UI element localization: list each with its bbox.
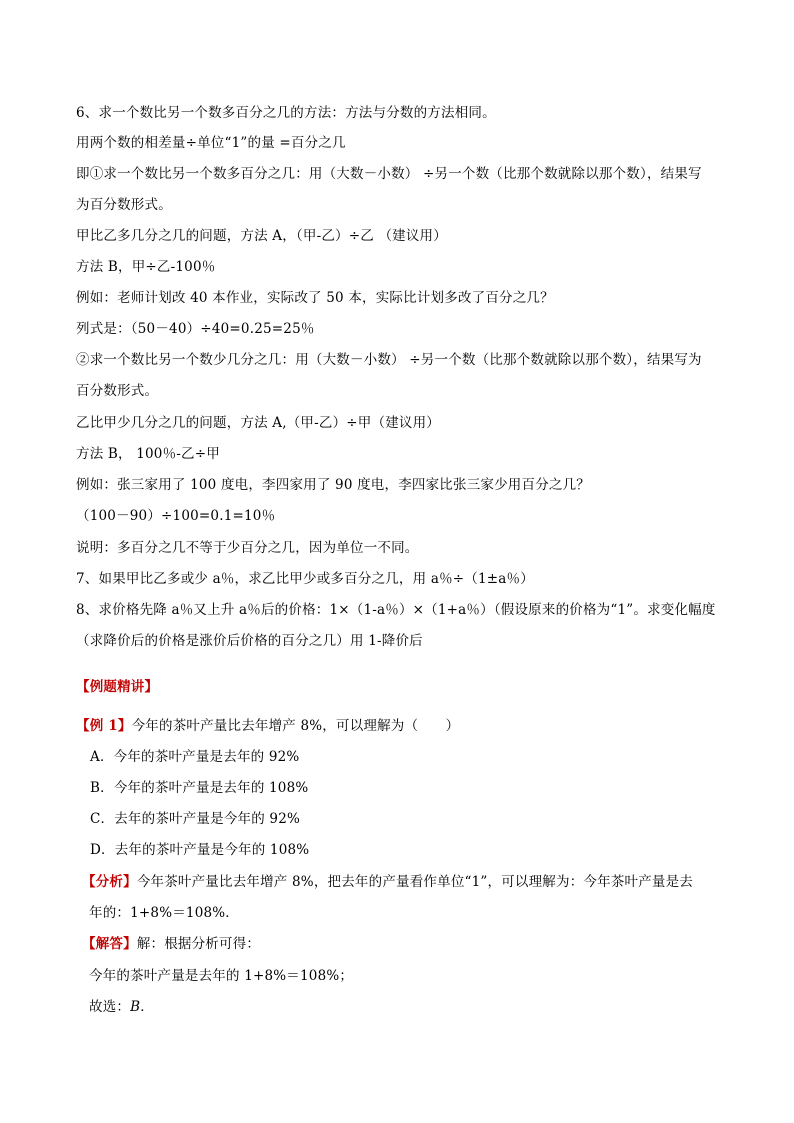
example1-analysis-text1: 今年茶叶产量比去年增产 8%，把去年的产量看作单位“1”，可以理解为：今年茶叶产量是去 [136,874,694,890]
section6-line14: （100－90）÷100=0.1=10％ [76,508,276,524]
section6-line1: 6、求一个数比另一个数多百分之几的方法：方法与分数的方法相同。 [76,105,496,121]
section6-line11: 乙比甲少几分之几的问题，方法 A,（甲-乙）÷甲（建议用） [76,415,441,431]
example1-answer-tag: 【解答】 [82,936,137,952]
section6-line8: 列式是：（50－40）÷40=0.25=25％ [76,321,315,337]
example1-tag: 【例 1】 [76,718,132,734]
example1-answer-suffix: ． [140,999,154,1015]
section8-line1: 8、求价格先降 a％又上升 a％后的价格：1×（1-a％）×（1+a％）（假设原来的价格为“1”。求变化幅度 [76,602,716,618]
section6-line12: 方法 B， 100％-乙÷甲 [76,446,220,462]
section6-line6: 方法 B，甲÷乙-100％ [76,259,216,275]
example1-analysis-line1 [82,872,693,892]
example1-answer-text1: 解：根据分析可得： [136,936,261,952]
examples-heading [76,677,158,697]
example1-question-line [76,716,459,736]
section6-line4: 为百分数形式。 [76,197,172,213]
section6-line2: 用两个数的相差量÷单位“1”的量 =百分之几 [76,135,346,151]
example1-answer-choice: B [130,999,141,1015]
example1-answer-prefix: 故选： [89,999,131,1015]
section6-line7: 例如：老师计划改 40 本作业，实际改了 50 本，实际比计划多改了百分之几？ [76,290,554,306]
section7-line1: 7、如果甲比乙多或少 a％，求乙比甲少或多百分之几，用 a％÷（1±a％） [76,571,534,587]
section6-line15: 说明：多百分之几不等于少百分之几，因为单位一不同。 [76,540,419,556]
section8-line2: （求降价后的价格是涨价后价格的百分之几）用 1-降价后 [76,633,423,649]
section6-line5: 甲比乙多几分之几的问题，方法 A，（甲-乙）÷乙 （建议用） [76,228,447,244]
example1-option-b: B．今年的茶叶产量是去年的 108% [90,780,309,796]
example1-analysis-tag: 【分析】 [82,874,137,890]
section6-line10: 百分数形式。 [76,383,159,399]
example1-option-a: A．今年的茶叶产量是去年的 92% [90,749,300,765]
section6-line3: 即①求一个数比另一个数多百分之几：用（大数－小数） ÷另一个数（比那个数就除以那个数），结果写 [76,166,702,182]
example1-option-d: D．去年的茶叶产量是今年的 108% [90,842,310,858]
example1-option-c: C．去年的茶叶产量是今年的 92% [90,811,301,827]
section6-line9: ②求一个数比另一个数少几分之几：用（大数－小数） ÷另一个数（比那个数就除以那个数），结果写为 [76,352,702,368]
example1-analysis-line2: 年的：1+8%＝108%． [89,905,240,921]
example1-answer-line2: 今年的茶叶产量是去年的 1+8%＝108%； [89,968,354,984]
section6-line13: 例如：张三家用了 100 度电，李四家用了 90 度电，李四家比张三家少用百分之几？ [76,477,591,493]
example1-answer-line1 [82,934,260,954]
example1-answer-line3 [89,997,154,1017]
example1-question: 今年的茶叶产量比去年增产 8%，可以理解为（ ） [131,718,460,734]
examples-heading-label: 【例题精讲】 [76,679,159,695]
